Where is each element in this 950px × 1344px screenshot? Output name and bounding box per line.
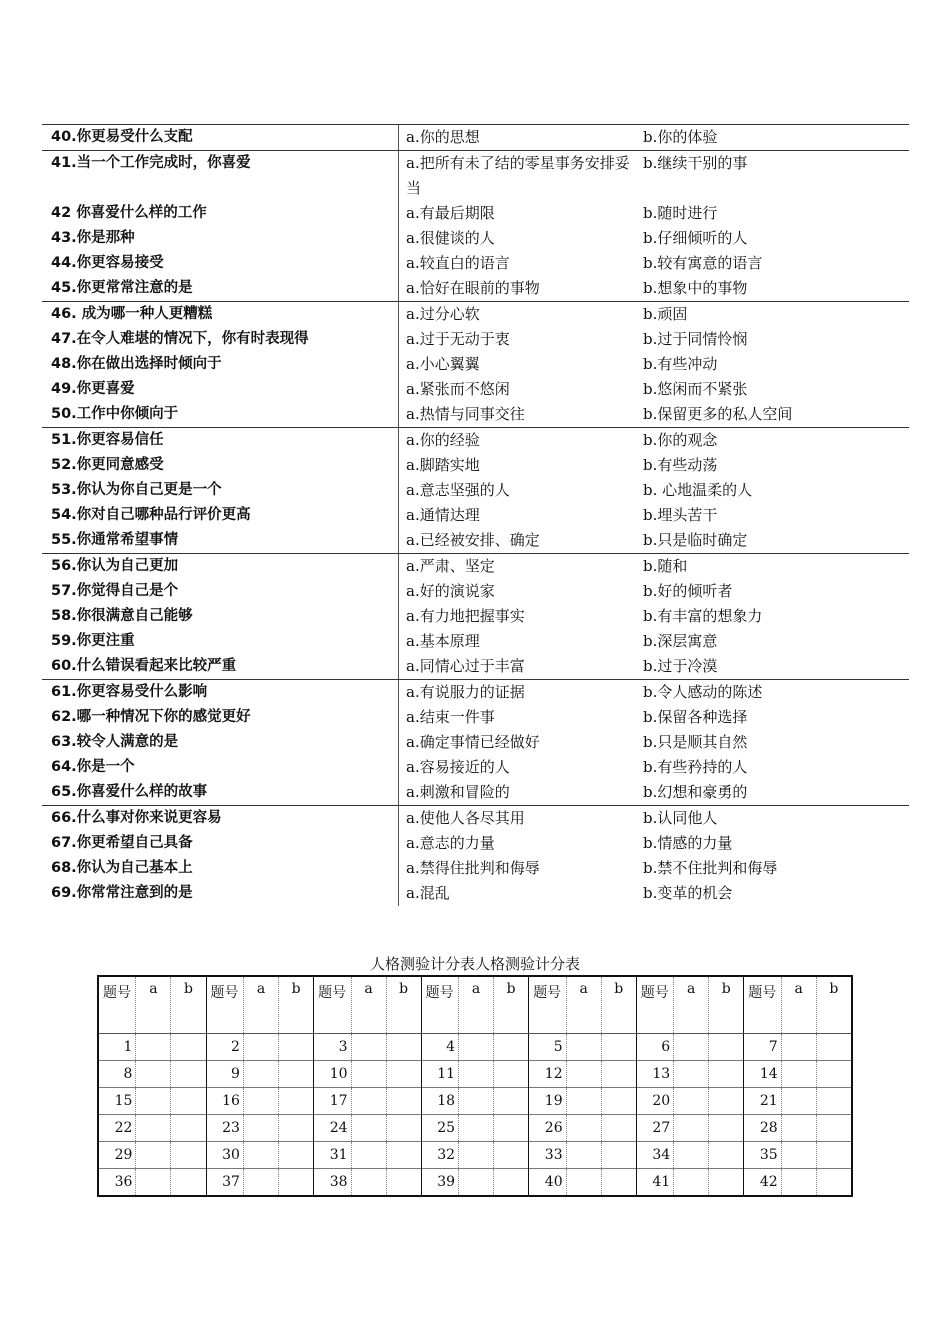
header-b: b (171, 976, 206, 1034)
question-row (42, 151, 909, 201)
question-number-cell: 1 (98, 1034, 136, 1061)
question-number-cell: 16 (206, 1088, 243, 1115)
header-question-number: 题号 (98, 976, 136, 1034)
question-text: 59.你更注重 (42, 629, 399, 654)
answer-b-cell[interactable] (171, 1034, 206, 1061)
header-a: a (781, 976, 816, 1034)
option-a: a.基本原理 (406, 632, 480, 650)
question-text: 53.你认为你自己更是一个 (42, 478, 399, 503)
question-text: 60.什么错误看起来比较严重 (42, 654, 399, 679)
option-b: b.保留更多的私人空间 (643, 405, 793, 423)
answer-a-cell[interactable] (674, 1142, 709, 1169)
question-row (42, 201, 909, 226)
question-number-cell: 26 (529, 1115, 566, 1142)
option-a: a.好的演说家 (406, 582, 495, 600)
answer-a-cell[interactable] (566, 1088, 601, 1115)
question-group (42, 301, 909, 427)
question-number-cell: 34 (636, 1142, 673, 1169)
answer-a-cell[interactable] (351, 1061, 386, 1088)
option-a: a.较直白的语言 (406, 254, 510, 272)
option-b: b.有丰富的想象力 (643, 607, 763, 625)
question-text: 52.你更同意感受 (42, 453, 399, 478)
answer-b-cell[interactable] (171, 1088, 206, 1115)
score-row (98, 1061, 852, 1088)
option-a: a.恰好在眼前的事物 (406, 279, 540, 297)
score-row (98, 1115, 852, 1142)
answer-b-cell[interactable] (601, 1034, 636, 1061)
question-number-cell: 23 (206, 1115, 243, 1142)
option-a: a.过分心软 (406, 305, 480, 323)
question-number-cell: 13 (636, 1061, 673, 1088)
answer-a-cell[interactable] (136, 1034, 171, 1061)
score-row (98, 1169, 852, 1197)
option-b: b.仔细倾听的人 (643, 229, 748, 247)
header-a: a (243, 976, 278, 1034)
answer-a-cell[interactable] (674, 1061, 709, 1088)
question-text: 43.你是那种 (42, 226, 399, 251)
option-b: b.继续干别的事 (643, 154, 748, 172)
option-b: b.保留各种选择 (643, 708, 748, 726)
question-row (42, 755, 909, 780)
question-text: 55.你通常希望事情 (42, 528, 399, 553)
option-a: a.混乱 (406, 884, 450, 902)
option-a: a.刺激和冒险的 (406, 783, 510, 801)
question-text: 56.你认为自己更加 (42, 554, 399, 579)
option-a: a.确定事情已经做好 (406, 733, 540, 751)
header-b: b (709, 976, 744, 1034)
header-question-number: 题号 (529, 976, 566, 1034)
option-b: b.深层寓意 (643, 632, 718, 650)
question-number-cell: 37 (206, 1169, 243, 1197)
question-number-cell: 30 (206, 1142, 243, 1169)
question-group (42, 124, 909, 150)
answer-a-cell[interactable] (136, 1142, 171, 1169)
option-b: b.过于冷漠 (643, 657, 718, 675)
question-number-cell: 33 (529, 1142, 566, 1169)
question-number-cell: 14 (744, 1061, 781, 1088)
option-b: b.你的观念 (643, 431, 718, 449)
question-text: 66.什么事对你来说更容易 (42, 806, 399, 831)
answer-a-cell[interactable] (459, 1061, 494, 1088)
answer-b-cell[interactable] (494, 1088, 529, 1115)
question-group (42, 150, 909, 301)
question-number-cell: 39 (421, 1169, 458, 1197)
header-question-number: 题号 (421, 976, 458, 1034)
question-row (42, 554, 909, 579)
answer-a-cell[interactable] (351, 1034, 386, 1061)
question-group (42, 805, 909, 906)
answer-a-cell[interactable] (566, 1034, 601, 1061)
question-number-cell: 12 (529, 1061, 566, 1088)
question-row (42, 327, 909, 352)
option-a: a.意志的力量 (406, 834, 495, 852)
score-row (98, 1088, 852, 1115)
option-a: a.有力地把握事实 (406, 607, 525, 625)
question-number-cell: 40 (529, 1169, 566, 1197)
answer-b-cell[interactable] (709, 1061, 744, 1088)
option-b: b.想象中的事物 (643, 279, 748, 297)
answer-a-cell[interactable] (351, 1142, 386, 1169)
option-b: b.顽固 (643, 305, 688, 323)
question-row (42, 680, 909, 705)
answer-b-cell[interactable] (279, 1088, 314, 1115)
header-question-number: 题号 (744, 976, 781, 1034)
question-text: 49.你更喜爱 (42, 377, 399, 402)
question-text: 42 你喜爱什么样的工作 (42, 201, 399, 226)
option-b: b.变革的机会 (643, 884, 733, 902)
answer-b-cell[interactable] (386, 1088, 421, 1115)
answer-a-cell[interactable] (243, 1061, 278, 1088)
option-a: a.结束一件事 (406, 708, 495, 726)
answer-a-cell[interactable] (243, 1169, 278, 1197)
answer-b-cell[interactable] (816, 1169, 852, 1197)
question-row (42, 453, 909, 478)
question-row (42, 125, 909, 150)
question-group (42, 679, 909, 805)
option-b: b.禁不住批判和侮辱 (643, 859, 778, 877)
question-number-cell: 38 (314, 1169, 351, 1197)
question-text: 47.在令人难堪的情况下，你有时表现得 (42, 327, 399, 352)
answer-b-cell[interactable] (171, 1169, 206, 1197)
question-text: 57.你觉得自己是个 (42, 579, 399, 604)
question-number-cell: 31 (314, 1142, 351, 1169)
option-b: b.好的倾听者 (643, 582, 733, 600)
answer-b-cell[interactable] (709, 1142, 744, 1169)
header-question-number: 题号 (314, 976, 351, 1034)
question-text: 67.你更希望自己具备 (42, 831, 399, 856)
answer-a-cell[interactable] (674, 1034, 709, 1061)
question-row (42, 302, 909, 327)
answer-a-cell[interactable] (566, 1061, 601, 1088)
question-number-cell: 36 (98, 1169, 136, 1197)
question-row (42, 881, 909, 906)
option-b: b.只是临时确定 (643, 531, 748, 549)
option-b: b.埋头苦干 (643, 506, 718, 524)
question-row (42, 831, 909, 856)
question-group (42, 427, 909, 553)
answer-b-cell[interactable] (386, 1115, 421, 1142)
option-a: a.你的经验 (406, 431, 480, 449)
option-a: a.使他人各尽其用 (406, 809, 525, 827)
option-a: a.禁得住批判和侮辱 (406, 859, 540, 877)
question-number-cell: 29 (98, 1142, 136, 1169)
header-b: b (816, 976, 852, 1034)
option-a: a.有说服力的证据 (406, 683, 525, 701)
option-a: a.小心翼翼 (406, 355, 480, 373)
header-a: a (566, 976, 601, 1034)
answer-a-cell[interactable] (243, 1115, 278, 1142)
answer-a-cell[interactable] (459, 1142, 494, 1169)
answer-a-cell[interactable] (459, 1034, 494, 1061)
answer-a-cell[interactable] (674, 1169, 709, 1197)
answer-a-cell[interactable] (674, 1088, 709, 1115)
answer-b-cell[interactable] (386, 1061, 421, 1088)
option-a: a.过于无动于衷 (406, 330, 510, 348)
answer-b-cell[interactable] (494, 1034, 529, 1061)
question-number-cell: 41 (636, 1169, 673, 1197)
question-text: 65.你喜爱什么样的故事 (42, 780, 399, 805)
answer-a-cell[interactable] (136, 1169, 171, 1197)
question-number-cell: 42 (744, 1169, 781, 1197)
answer-a-cell[interactable] (136, 1088, 171, 1115)
question-text: 40.你更易受什么支配 (42, 125, 399, 150)
option-a: a.紧张而不悠闲 (406, 380, 510, 398)
question-number-cell: 21 (744, 1088, 781, 1115)
question-row (42, 428, 909, 453)
question-number-cell: 20 (636, 1088, 673, 1115)
question-row (42, 806, 909, 831)
header-b: b (386, 976, 421, 1034)
question-group (42, 553, 909, 679)
option-a: a.把所有未了结的零星事务安排妥当 (406, 154, 630, 197)
option-a: a.同情心过于丰富 (406, 657, 525, 675)
option-a: a.严肃、坚定 (406, 557, 495, 575)
question-row (42, 226, 909, 251)
answer-b-cell[interactable] (386, 1142, 421, 1169)
option-b: b.幻想和豪勇的 (643, 783, 748, 801)
header-b: b (601, 976, 636, 1034)
question-number-cell: 8 (98, 1061, 136, 1088)
question-row (42, 352, 909, 377)
option-b: b.有些动荡 (643, 456, 718, 474)
answer-b-cell[interactable] (494, 1169, 529, 1197)
header-question-number: 题号 (636, 976, 673, 1034)
question-number-cell: 27 (636, 1115, 673, 1142)
question-number-cell: 5 (529, 1034, 566, 1061)
option-b: b.过于同情怜悯 (643, 330, 748, 348)
question-number-cell: 3 (314, 1034, 351, 1061)
answer-b-cell[interactable] (601, 1169, 636, 1197)
option-b: b.认同他人 (643, 809, 718, 827)
question-number-cell: 6 (636, 1034, 673, 1061)
question-row (42, 251, 909, 276)
answer-b-cell[interactable] (171, 1061, 206, 1088)
answer-b-cell[interactable] (709, 1088, 744, 1115)
answer-a-cell[interactable] (351, 1088, 386, 1115)
answer-a-cell[interactable] (781, 1169, 816, 1197)
answer-a-cell[interactable] (243, 1088, 278, 1115)
question-text: 50.工作中你倾向于 (42, 402, 399, 427)
answer-b-cell[interactable] (279, 1142, 314, 1169)
option-a: a.已经被安排、确定 (406, 531, 540, 549)
question-table (42, 124, 909, 906)
question-number-cell: 24 (314, 1115, 351, 1142)
question-number-cell: 35 (744, 1142, 781, 1169)
answer-b-cell[interactable] (171, 1142, 206, 1169)
header-a: a (136, 976, 171, 1034)
option-b: b.较有寓意的语言 (643, 254, 763, 272)
question-number-cell: 22 (98, 1115, 136, 1142)
question-text: 44.你更容易接受 (42, 251, 399, 276)
answer-b-cell[interactable] (601, 1115, 636, 1142)
option-a: a.有最后期限 (406, 204, 495, 222)
question-number-cell: 4 (421, 1034, 458, 1061)
answer-a-cell[interactable] (781, 1115, 816, 1142)
question-number-cell: 25 (421, 1115, 458, 1142)
question-number-cell: 7 (744, 1034, 781, 1061)
question-row (42, 604, 909, 629)
question-text: 68.你认为自己基本上 (42, 856, 399, 881)
answer-b-cell[interactable] (279, 1115, 314, 1142)
answer-a-cell[interactable] (566, 1169, 601, 1197)
question-number-cell: 2 (206, 1034, 243, 1061)
answer-b-cell[interactable] (816, 1061, 852, 1088)
question-text: 45.你更常常注意的是 (42, 276, 399, 301)
answer-a-cell[interactable] (459, 1088, 494, 1115)
header-b: b (279, 976, 314, 1034)
option-b: b.你的体验 (643, 128, 718, 146)
question-number-cell: 17 (314, 1088, 351, 1115)
question-text: 62.哪一种情况下你的感觉更好 (42, 705, 399, 730)
question-row (42, 579, 909, 604)
option-b: b.随和 (643, 557, 688, 575)
answer-a-cell[interactable] (243, 1034, 278, 1061)
option-b: b.随时进行 (643, 204, 718, 222)
answer-b-cell[interactable] (494, 1115, 529, 1142)
question-row (42, 377, 909, 402)
answer-b-cell[interactable] (279, 1034, 314, 1061)
answer-b-cell[interactable] (709, 1034, 744, 1061)
option-b: b.只是顺其自然 (643, 733, 748, 751)
question-row (42, 503, 909, 528)
header-question-number: 题号 (206, 976, 243, 1034)
question-text: 41.当一个工作完成时，你喜爱 (42, 151, 399, 201)
answer-b-cell[interactable] (816, 1088, 852, 1115)
answer-a-cell[interactable] (781, 1061, 816, 1088)
answer-b-cell[interactable] (494, 1061, 529, 1088)
answer-a-cell[interactable] (351, 1115, 386, 1142)
score-table (97, 975, 853, 1197)
question-row (42, 276, 909, 301)
option-a: a.热情与同事交往 (406, 405, 525, 423)
question-number-cell: 28 (744, 1115, 781, 1142)
score-table-title: 人格测验计分表人格测验计分表 (369, 955, 580, 973)
question-text: 54.你对自己哪种品行评价更高 (42, 503, 399, 528)
question-row (42, 654, 909, 679)
question-text: 58.你很满意自己能够 (42, 604, 399, 629)
option-a: a.容易接近的人 (406, 758, 510, 776)
score-row (98, 1034, 852, 1061)
question-row (42, 478, 909, 503)
question-text: 63.较令人满意的是 (42, 730, 399, 755)
option-a: a.通情达理 (406, 506, 480, 524)
answer-a-cell[interactable] (136, 1061, 171, 1088)
header-a: a (351, 976, 386, 1034)
question-text: 69.你常常注意到的是 (42, 881, 399, 906)
answer-a-cell[interactable] (674, 1115, 709, 1142)
question-text: 51.你更容易信任 (42, 428, 399, 453)
question-row (42, 402, 909, 427)
question-number-cell: 32 (421, 1142, 458, 1169)
answer-b-cell[interactable] (386, 1034, 421, 1061)
question-number-cell: 10 (314, 1061, 351, 1088)
header-b: b (494, 976, 529, 1034)
answer-a-cell[interactable] (781, 1034, 816, 1061)
question-text: 61.你更容易受什么影响 (42, 680, 399, 705)
question-number-cell: 19 (529, 1088, 566, 1115)
question-row (42, 780, 909, 805)
answer-b-cell[interactable] (816, 1034, 852, 1061)
answer-b-cell[interactable] (171, 1115, 206, 1142)
option-b: b.令人感动的陈述 (643, 683, 763, 701)
answer-b-cell[interactable] (601, 1088, 636, 1115)
question-number-cell: 9 (206, 1061, 243, 1088)
answer-b-cell[interactable] (601, 1061, 636, 1088)
answer-a-cell[interactable] (781, 1088, 816, 1115)
header-a: a (459, 976, 494, 1034)
answer-a-cell[interactable] (566, 1142, 601, 1169)
answer-a-cell[interactable] (781, 1142, 816, 1169)
question-text: 64.你是一个 (42, 755, 399, 780)
answer-a-cell[interactable] (136, 1115, 171, 1142)
question-number-cell: 11 (421, 1061, 458, 1088)
answer-a-cell[interactable] (459, 1169, 494, 1197)
header-a: a (674, 976, 709, 1034)
score-row (98, 1142, 852, 1169)
question-row (42, 629, 909, 654)
question-row (42, 528, 909, 553)
option-a: a.脚踏实地 (406, 456, 480, 474)
option-b: b.悠闲而不紧张 (643, 380, 748, 398)
question-number-cell: 15 (98, 1088, 136, 1115)
answer-b-cell[interactable] (816, 1142, 852, 1169)
answer-b-cell[interactable] (279, 1169, 314, 1197)
question-text: 48.你在做出选择时倾向于 (42, 352, 399, 377)
answer-b-cell[interactable] (601, 1142, 636, 1169)
option-b: b.有些矜持的人 (643, 758, 748, 776)
option-b: b. 心地温柔的人 (643, 481, 753, 499)
question-row (42, 730, 909, 755)
option-b: b.情感的力量 (643, 834, 733, 852)
answer-b-cell[interactable] (709, 1169, 744, 1197)
answer-b-cell[interactable] (386, 1169, 421, 1197)
answer-b-cell[interactable] (279, 1061, 314, 1088)
option-a: a.很健谈的人 (406, 229, 495, 247)
answer-a-cell[interactable] (459, 1115, 494, 1142)
score-header-row (98, 976, 852, 1034)
answer-a-cell[interactable] (566, 1115, 601, 1142)
answer-b-cell[interactable] (494, 1142, 529, 1169)
answer-a-cell[interactable] (243, 1142, 278, 1169)
option-b: b.有些冲动 (643, 355, 718, 373)
answer-b-cell[interactable] (709, 1115, 744, 1142)
option-a: a.你的思想 (406, 128, 480, 146)
answer-b-cell[interactable] (816, 1115, 852, 1142)
question-row (42, 856, 909, 881)
question-row (42, 705, 909, 730)
question-text: 46. 成为哪一种人更糟糕 (42, 302, 399, 327)
option-a: a.意志坚强的人 (406, 481, 510, 499)
answer-a-cell[interactable] (351, 1169, 386, 1197)
question-number-cell: 18 (421, 1088, 458, 1115)
